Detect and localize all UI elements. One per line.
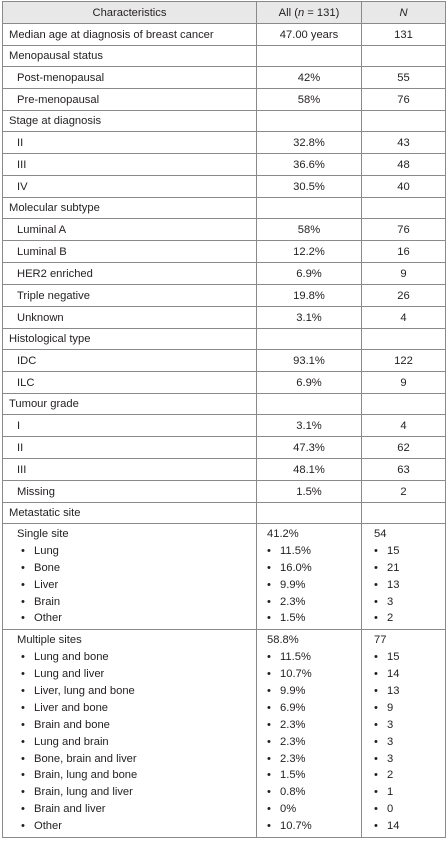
table-row [3, 241, 446, 263]
empty-cell [257, 503, 362, 524]
row-count: 55 [362, 67, 446, 89]
metastatic-multiple-labels [3, 630, 257, 838]
row-count: 9 [362, 372, 446, 394]
bullet-item-count: • 15 [374, 545, 399, 557]
row-label: II [3, 132, 257, 154]
row-count: 122 [362, 350, 446, 372]
row-count: 131 [362, 24, 446, 46]
section-label: Menopausal status [3, 46, 257, 67]
bullet-item-label: • Brain [21, 596, 60, 608]
metastatic-single-percents [257, 524, 362, 630]
bullet-item-count-line [374, 717, 439, 734]
header-characteristics: Characteristics [3, 2, 257, 24]
bullet-item-count-line [374, 666, 439, 683]
header-n: N [362, 2, 446, 24]
empty-cell [362, 198, 446, 219]
bullet-item-count-line [374, 818, 439, 835]
section-row [3, 198, 446, 219]
section-row [3, 394, 446, 415]
bullet-item [17, 683, 250, 700]
row-count: 2 [362, 481, 446, 503]
table-row [3, 219, 446, 241]
bullet-item-percent-line [267, 717, 355, 734]
bullet-item-count: • 3 [374, 719, 393, 731]
section-row [3, 111, 446, 132]
bullet-item-count: • 14 [374, 820, 399, 832]
row-label: Unknown [3, 307, 257, 329]
bullet-item-count-line [374, 577, 439, 594]
table-row [3, 67, 446, 89]
row-label: ILC [3, 372, 257, 394]
bullet-item [17, 801, 250, 818]
table-row [3, 415, 446, 437]
empty-cell [362, 329, 446, 350]
row-percent: 19.8% [257, 285, 362, 307]
empty-cell [257, 198, 362, 219]
bullet-item-count-line [374, 649, 439, 666]
bullet-item-percent-line [267, 683, 355, 700]
table-row [3, 24, 446, 46]
row-percent: 6.9% [257, 372, 362, 394]
bullet-item-percent-line [267, 649, 355, 666]
table-row [3, 437, 446, 459]
row-percent: 42% [257, 67, 362, 89]
bullet-item-percent-line [267, 751, 355, 768]
row-label: Triple negative [3, 285, 257, 307]
bullet-item-percent: • 10.7% [267, 820, 312, 832]
bullet-item-label: • Brain, lung and liver [21, 786, 133, 798]
bullet-item-count-line [374, 767, 439, 784]
empty-cell [362, 394, 446, 415]
bullet-item [17, 717, 250, 734]
bullet-item [17, 594, 250, 611]
bullet-item-count: • 15 [374, 651, 399, 663]
row-count: 43 [362, 132, 446, 154]
bullet-item [17, 767, 250, 784]
bullet-item-percent: • 16.0% [267, 562, 312, 574]
bullet-item-label: • Other [21, 820, 62, 832]
metastatic-single-labels [3, 524, 257, 630]
row-count: 16 [362, 241, 446, 263]
empty-cell [257, 394, 362, 415]
row-count: 4 [362, 415, 446, 437]
row-label: IV [3, 176, 257, 198]
bullet-item-percent-line [267, 801, 355, 818]
bullet-item-label: • Lung and liver [21, 668, 104, 680]
row-count: 4 [362, 307, 446, 329]
bullet-item-count-line [374, 734, 439, 751]
row-count: 63 [362, 459, 446, 481]
bullet-item-count: • 2 [374, 769, 393, 781]
table-row [3, 132, 446, 154]
bullet-item-label: • Liver and bone [21, 702, 108, 714]
empty-cell [362, 46, 446, 67]
bullet-item-count: • 3 [374, 736, 393, 748]
row-label: III [3, 459, 257, 481]
bullet-item-count: • 1 [374, 786, 393, 798]
bullet-item-percent-line [267, 594, 355, 611]
row-label: Luminal A [3, 219, 257, 241]
bullet-item-percent: • 2.3% [267, 753, 306, 765]
row-label: Median age at diagnosis of breast cancer [3, 24, 257, 46]
row-count: 62 [362, 437, 446, 459]
row-label: HER2 enriched [3, 263, 257, 285]
table-row [3, 350, 446, 372]
bullet-item-percent-line [267, 700, 355, 717]
row-percent: 3.1% [257, 415, 362, 437]
metastatic-single-counts [362, 524, 446, 630]
table-header-row [3, 2, 446, 24]
section-label: Molecular subtype [3, 198, 257, 219]
bullet-item-count: • 13 [374, 579, 399, 591]
bullet-item-percent: • 10.7% [267, 668, 312, 680]
bullet-item-count-line [374, 700, 439, 717]
bullet-item-percent: • 6.9% [267, 702, 306, 714]
table-row [3, 154, 446, 176]
bullet-item-count: • 13 [374, 685, 399, 697]
section-label: Tumour grade [3, 394, 257, 415]
bullet-item-percent-line [267, 784, 355, 801]
bullet-item-count-line [374, 751, 439, 768]
bullet-item-count: • 14 [374, 668, 399, 680]
bullet-item [17, 666, 250, 683]
characteristics-table [2, 1, 446, 838]
bullet-item-count: • 3 [374, 596, 393, 608]
section-row [3, 329, 446, 350]
row-percent: 58% [257, 219, 362, 241]
bullet-item-count-line [374, 543, 439, 560]
section-row [3, 503, 446, 524]
bullet-item-percent: • 2.3% [267, 596, 306, 608]
bullet-item-percent-line [267, 767, 355, 784]
bullet-item-percent-line [267, 818, 355, 835]
bullet-item-percent: • 11.5% [267, 651, 311, 663]
bullet-item-label: • Liver, lung and bone [21, 685, 135, 697]
row-count: 40 [362, 176, 446, 198]
bullet-item-count-line [374, 560, 439, 577]
bullet-item [17, 577, 250, 594]
metastatic-multiple-percents [257, 630, 362, 838]
row-percent: 32.8% [257, 132, 362, 154]
group-percent: 41.2% [267, 528, 299, 540]
row-percent: 3.1% [257, 307, 362, 329]
row-percent: 58% [257, 89, 362, 111]
row-count: 9 [362, 263, 446, 285]
table-row [3, 176, 446, 198]
bullet-item-percent: • 9.9% [267, 579, 306, 591]
row-percent: 1.5% [257, 481, 362, 503]
bullet-item [17, 700, 250, 717]
bullet-item-count-line [374, 683, 439, 700]
bullet-item-percent: • 11.5% [267, 545, 311, 557]
bullet-item-label: • Liver [21, 579, 58, 591]
bullet-item-count: • 2 [374, 612, 393, 624]
bullet-item-label: • Bone, brain and liver [21, 753, 137, 765]
bullet-item-count: • 21 [374, 562, 399, 574]
group-label: Multiple sites [17, 634, 82, 647]
section-label: Metastatic site [3, 503, 257, 524]
row-percent: 12.2% [257, 241, 362, 263]
table-body [3, 24, 446, 838]
bullet-item-percent: • 2.3% [267, 719, 306, 731]
row-label: Luminal B [3, 241, 257, 263]
empty-cell [257, 111, 362, 132]
bullet-item-count-line [374, 610, 439, 627]
row-label: Post-menopausal [3, 67, 257, 89]
section-row [3, 46, 446, 67]
metastatic-multiple-row [3, 630, 446, 838]
bullet-item-count-line [374, 784, 439, 801]
row-count: 48 [362, 154, 446, 176]
bullet-item-label: • Bone [21, 562, 60, 574]
bullet-item-percent: • 1.5% [267, 612, 306, 624]
row-label: Missing [3, 481, 257, 503]
row-percent: 48.1% [257, 459, 362, 481]
row-percent: 93.1% [257, 350, 362, 372]
row-label: IDC [3, 350, 257, 372]
bullet-item-percent-line [267, 543, 355, 560]
header-all: All (n = 131) [257, 2, 362, 24]
bullet-item-label: • Lung and brain [21, 736, 109, 748]
section-label: Stage at diagnosis [3, 111, 257, 132]
row-label: III [3, 154, 257, 176]
bullet-item [17, 560, 250, 577]
row-percent: 47.00 years [257, 24, 362, 46]
bullet-item-percent-line [267, 577, 355, 594]
group-count: 54 [374, 528, 387, 540]
bullet-item-label: • Brain and bone [21, 719, 110, 731]
row-count: 76 [362, 219, 446, 241]
row-label: II [3, 437, 257, 459]
bullet-item-label: • Lung [21, 545, 59, 557]
bullet-item-percent-line [267, 610, 355, 627]
row-percent: 47.3% [257, 437, 362, 459]
empty-cell [362, 503, 446, 524]
section-label: Histological type [3, 329, 257, 350]
bullet-item-count: • 9 [374, 702, 393, 714]
row-percent: 30.5% [257, 176, 362, 198]
bullet-item-percent: • 0.8% [267, 786, 306, 798]
group-count: 77 [374, 634, 387, 647]
group-label: Single site [17, 528, 69, 540]
bullet-item-percent: • 1.5% [267, 769, 306, 781]
bullet-item-percent: • 2.3% [267, 736, 306, 748]
bullet-item-percent-line [267, 734, 355, 751]
table-row [3, 263, 446, 285]
row-percent: 36.6% [257, 154, 362, 176]
empty-cell [362, 111, 446, 132]
bullet-item-count: • 0 [374, 803, 393, 815]
bullet-item-percent: • 0% [267, 803, 296, 815]
table-row [3, 285, 446, 307]
row-label: I [3, 415, 257, 437]
bullet-item-label: • Brain, lung and bone [21, 769, 137, 781]
table-row [3, 459, 446, 481]
empty-cell [257, 329, 362, 350]
bullet-item-count-line [374, 594, 439, 611]
table-row [3, 372, 446, 394]
bullet-item [17, 543, 250, 560]
table-row [3, 481, 446, 503]
bullet-item-percent-line [267, 560, 355, 577]
bullet-item [17, 649, 250, 666]
bullet-item-label: • Lung and bone [21, 651, 109, 663]
bullet-item-label: • Other [21, 612, 62, 624]
bullet-item [17, 751, 250, 768]
bullet-item-percent-line [267, 666, 355, 683]
bullet-item [17, 818, 250, 835]
row-percent: 6.9% [257, 263, 362, 285]
row-count: 26 [362, 285, 446, 307]
bullet-item-count: • 3 [374, 753, 393, 765]
table-row [3, 89, 446, 111]
bullet-item-count-line [374, 801, 439, 818]
bullet-item [17, 734, 250, 751]
metastatic-multiple-counts [362, 630, 446, 838]
table-row [3, 307, 446, 329]
bullet-item-label: • Brain and liver [21, 803, 106, 815]
empty-cell [257, 46, 362, 67]
group-percent: 58.8% [267, 634, 299, 647]
row-count: 76 [362, 89, 446, 111]
bullet-item-percent: • 9.9% [267, 685, 306, 697]
bullet-item [17, 610, 250, 627]
bullet-item [17, 784, 250, 801]
metastatic-single-row [3, 524, 446, 630]
row-label: Pre-menopausal [3, 89, 257, 111]
